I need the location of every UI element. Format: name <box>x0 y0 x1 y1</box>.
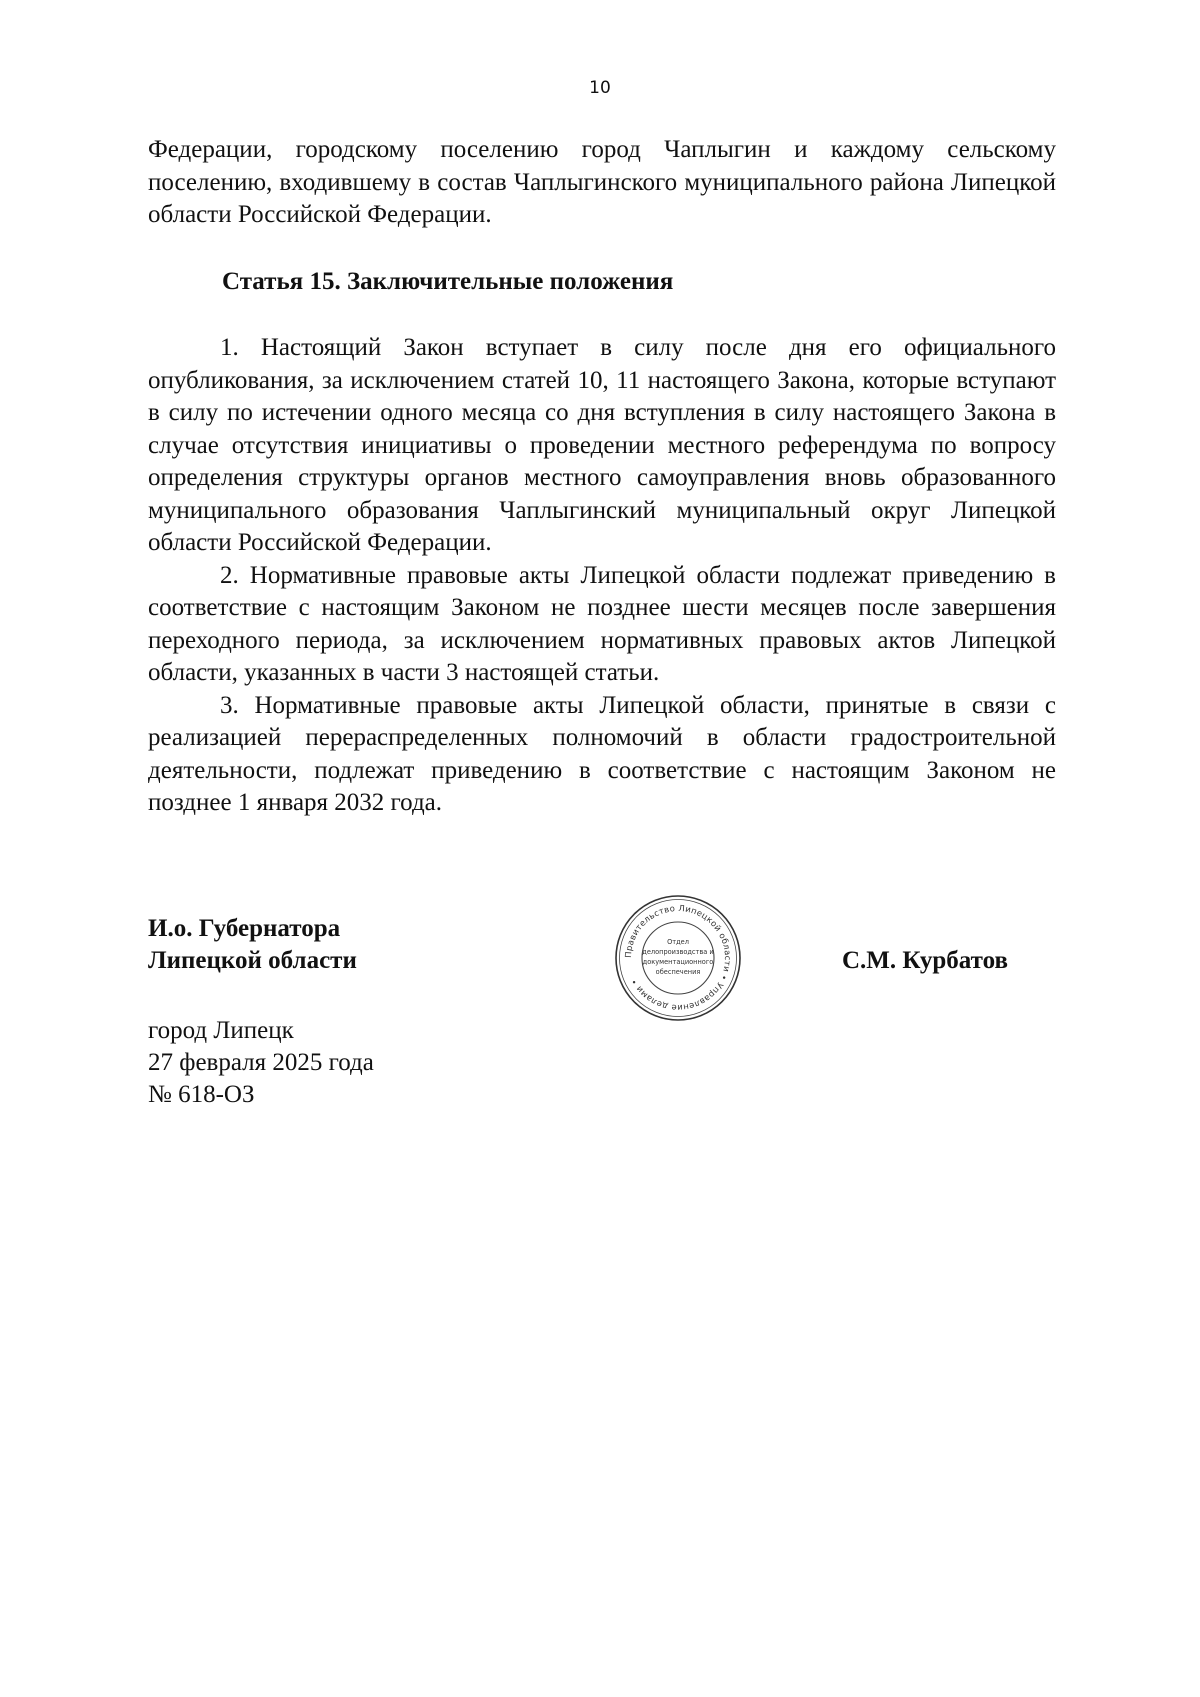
document-date: 27 февраля 2025 года <box>148 1049 374 1076</box>
official-stamp <box>613 893 743 1023</box>
paragraph-1: 1. Настоящий Закон вступает в силу после дня его официального опубликования, за исключением статей 10, 11 настоящего Закона, которые вступают в силу по истечении одного месяца со дня вступления в силу настоящего Закона в случае отсутствия инициативы о проведении местного референдума по вопросу определения структуры органов местного самоуправления вновь образованного муниципального образования Чаплыгинский муниципальный округ Липецкой области Российской Федерации. <box>148 334 1056 556</box>
stamp-outer-text: Правительство Липецкой области • Управление делами • <box>622 902 734 1014</box>
document-number: № 618-ОЗ <box>148 1081 255 1108</box>
place-date-block <box>148 1015 374 1111</box>
signatory-name: С.М. Курбатов <box>842 947 1008 974</box>
signatory-title-line1: И.о. Губернатора <box>148 915 341 942</box>
document-body <box>148 134 1056 820</box>
article-title: Статья 15. Заключительные положения <box>222 267 674 295</box>
paragraph-2: 2. Нормативные правовые акты Липецкой области подлежат приведению в соответствие с настоящим Законом не позднее шести месяцев после завершения переходного периода, за исключением нормативных правовых актов Липецкой области, указанных в части 3 настоящей статьи. <box>148 561 1056 686</box>
stamp-inner-line4: обеспечения <box>655 968 701 976</box>
stamp-inner-line3: документационного <box>642 958 714 966</box>
signatory-title <box>148 913 357 977</box>
signatory-title-line2: Липецкой области <box>148 947 357 974</box>
stamp-inner-line2: делопроизводства и <box>642 948 714 956</box>
paragraph-3: 3. Нормативные правовые акты Липецкой области, принятые в связи с реализацией перераспределенных полномочий в области градостроительной деятельности, подлежат приведению в соответствие с настоящим Законом не позднее 1 января 2032 года. <box>148 691 1056 816</box>
stamp-inner-line1: Отдел <box>667 938 689 946</box>
intro-paragraph: Федерации, городскому поселению город Чаплыгин и каждому сельскому поселению, входившему в состав Чаплыгинского муниципального района Липецкой области Российской Федерации. <box>148 136 1056 228</box>
page-number: 10 <box>589 78 611 98</box>
place-city: город Липецк <box>148 1017 294 1044</box>
signature-block <box>148 902 1056 1023</box>
